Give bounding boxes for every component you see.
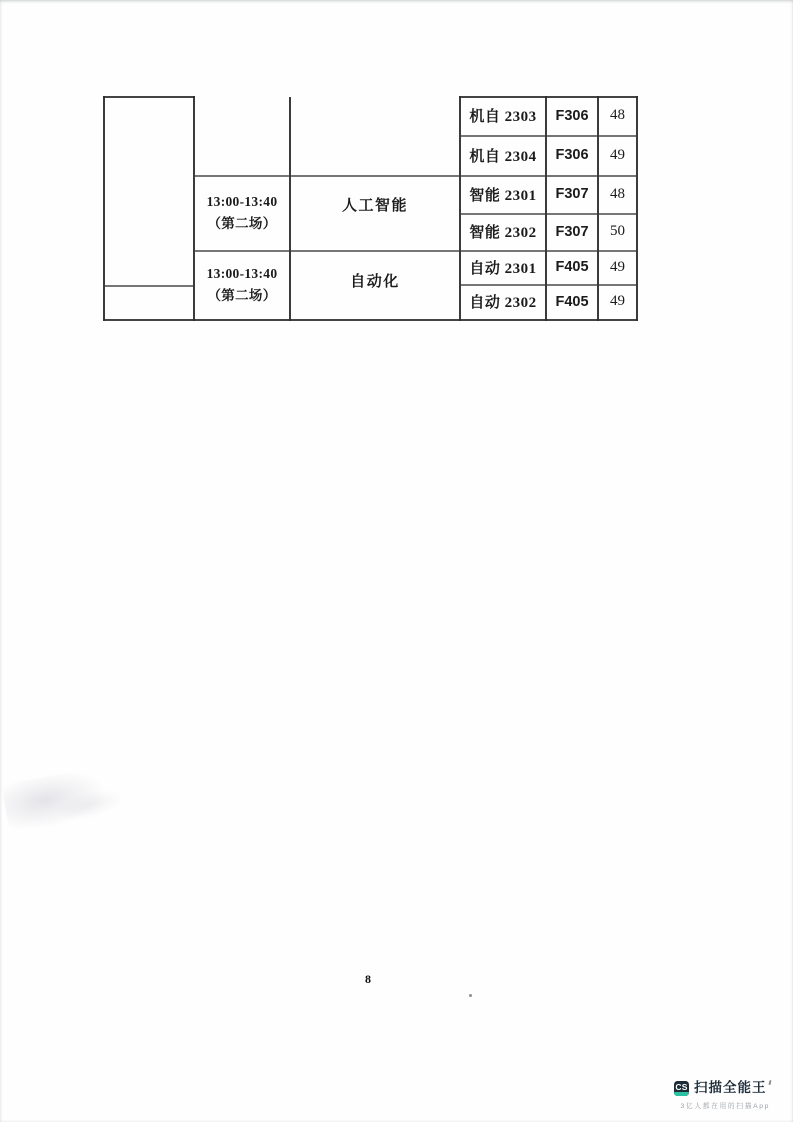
table-line-row5-left — [103, 285, 194, 287]
camscanner-watermark — [674, 1080, 770, 1110]
camscanner-tagline: 3亿人都在用的扫描App — [680, 1103, 770, 1110]
room-cell: F307 — [555, 186, 589, 202]
time-slot-cell — [195, 250, 289, 319]
class-cell: 机自 2303 — [469, 109, 537, 125]
exam-schedule-table — [103, 96, 638, 321]
camscanner-logo-letters: CS — [675, 1081, 688, 1092]
class-cell: 自动 2301 — [469, 260, 537, 277]
subject-label: 人工智能 — [341, 198, 408, 214]
time-slot-session: （第二场） — [207, 287, 277, 303]
camscanner-brand-text — [694, 1080, 770, 1096]
count-cell: 48 — [610, 107, 625, 123]
count-cell: 49 — [610, 258, 625, 275]
room-cell: F405 — [555, 259, 589, 275]
class-cell: 智能 2302 — [469, 225, 537, 241]
subject-cell — [291, 250, 459, 319]
subject-label: 自动化 — [350, 274, 400, 290]
time-slot-session: （第二场） — [207, 215, 277, 231]
count-cell: 49 — [610, 293, 625, 309]
scan-speck — [469, 994, 472, 997]
trademark-mark — [768, 1080, 771, 1085]
count-cell: 48 — [610, 185, 625, 202]
room-cell: F307 — [555, 223, 589, 240]
time-slot-cell — [195, 175, 289, 250]
room-cell: F306 — [555, 147, 589, 163]
table-line-right — [636, 96, 638, 321]
subject-cell — [291, 175, 459, 250]
class-cell: 自动 2302 — [469, 295, 537, 311]
time-slot-time: 13:00-13:40 — [206, 193, 278, 209]
count-cell: 49 — [610, 146, 625, 163]
count-cell: 50 — [610, 223, 625, 239]
room-cell: F405 — [555, 293, 589, 310]
page-number: 8 — [365, 972, 371, 986]
time-slot-time: 13:00-13:40 — [206, 265, 278, 281]
camscanner-brand-label: 扫描全能王 — [694, 1080, 767, 1095]
camscanner-logo-icon — [674, 1081, 689, 1096]
class-cell: 智能 2301 — [469, 187, 537, 204]
table-line-top-left — [103, 96, 195, 98]
table-line-bottom — [103, 319, 638, 321]
table-line-left — [103, 96, 105, 321]
class-cell: 机自 2304 — [469, 148, 537, 165]
camscanner-logo-row — [674, 1080, 770, 1096]
room-cell: F306 — [555, 107, 589, 124]
